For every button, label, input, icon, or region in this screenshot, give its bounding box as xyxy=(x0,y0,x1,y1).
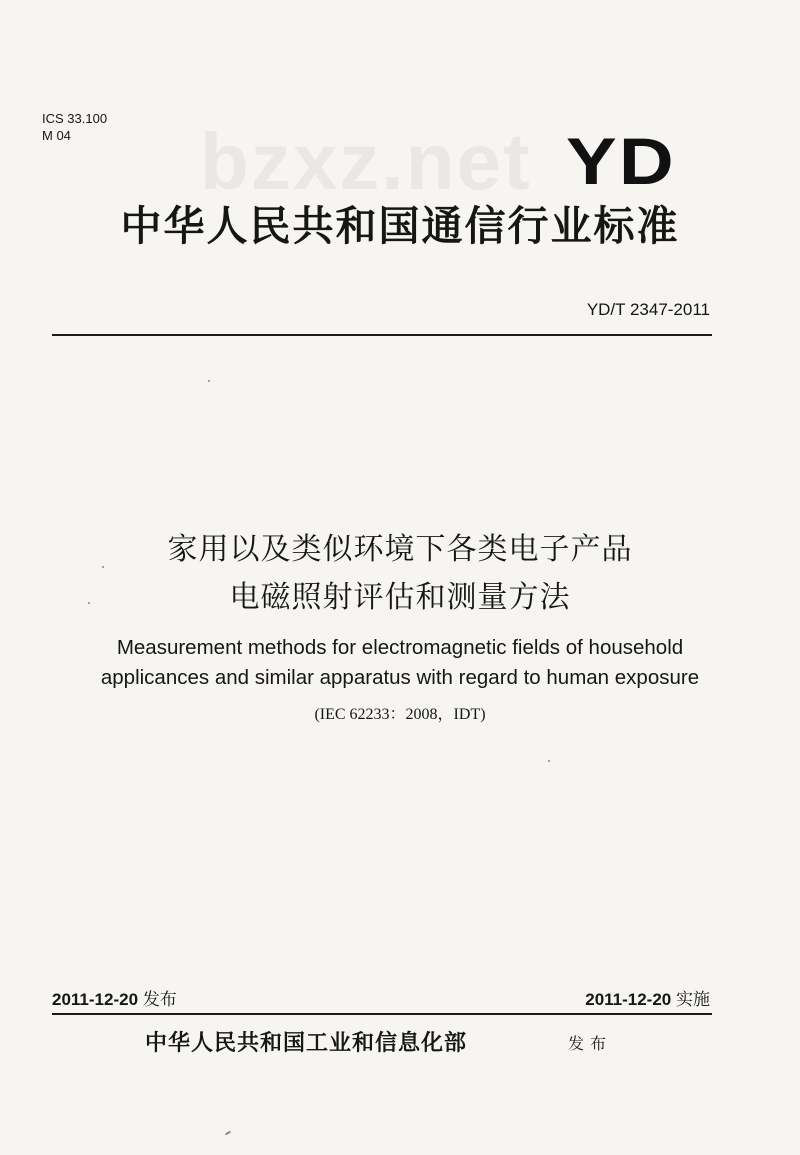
iec-reference: (IEC 62233：2008，IDT) xyxy=(314,706,486,723)
scan-speck xyxy=(548,760,550,762)
implement-date-value: 2011-12-20 xyxy=(585,990,672,1009)
footer-divider xyxy=(52,1013,712,1015)
title-cn-line1: 家用以及类似环境下各类电子产品 xyxy=(167,532,633,567)
scan-speck xyxy=(102,566,104,568)
scan-speck xyxy=(88,602,90,604)
title-en-line2: applicances and similar apparatus with regard to human exposure xyxy=(100,666,700,689)
ics-code: ICS 33.100 xyxy=(42,111,108,126)
implement-date xyxy=(585,985,710,1010)
watermark: bzxz.net xyxy=(200,117,532,206)
publish-date-value: 2011-12-20 xyxy=(52,990,139,1009)
title-cn-line2: 电磁照射评估和测量方法 xyxy=(229,580,571,615)
standard-name: 中华人民共和国通信行业标准 xyxy=(120,202,680,250)
yd-logo: YD xyxy=(566,124,677,198)
title-en-line1: Measurement methods for electromagnetic fields of household xyxy=(116,636,684,659)
publisher-name: 中华人民共和国工业和信息化部 xyxy=(145,1030,468,1056)
classification-codes xyxy=(42,110,107,144)
publish-date-label: 发布 xyxy=(142,990,177,1010)
implement-date-label: 实施 xyxy=(676,990,710,1010)
publisher-action: 发布 xyxy=(568,1034,613,1053)
title-en xyxy=(0,633,800,693)
ccs-code: M 04 xyxy=(42,128,71,143)
publish-date xyxy=(52,985,177,1010)
scan-speck xyxy=(208,380,210,382)
header-divider xyxy=(52,334,712,336)
scan-speck xyxy=(225,1131,231,1136)
standard-code: YD/T 2347-2011 xyxy=(586,300,710,319)
